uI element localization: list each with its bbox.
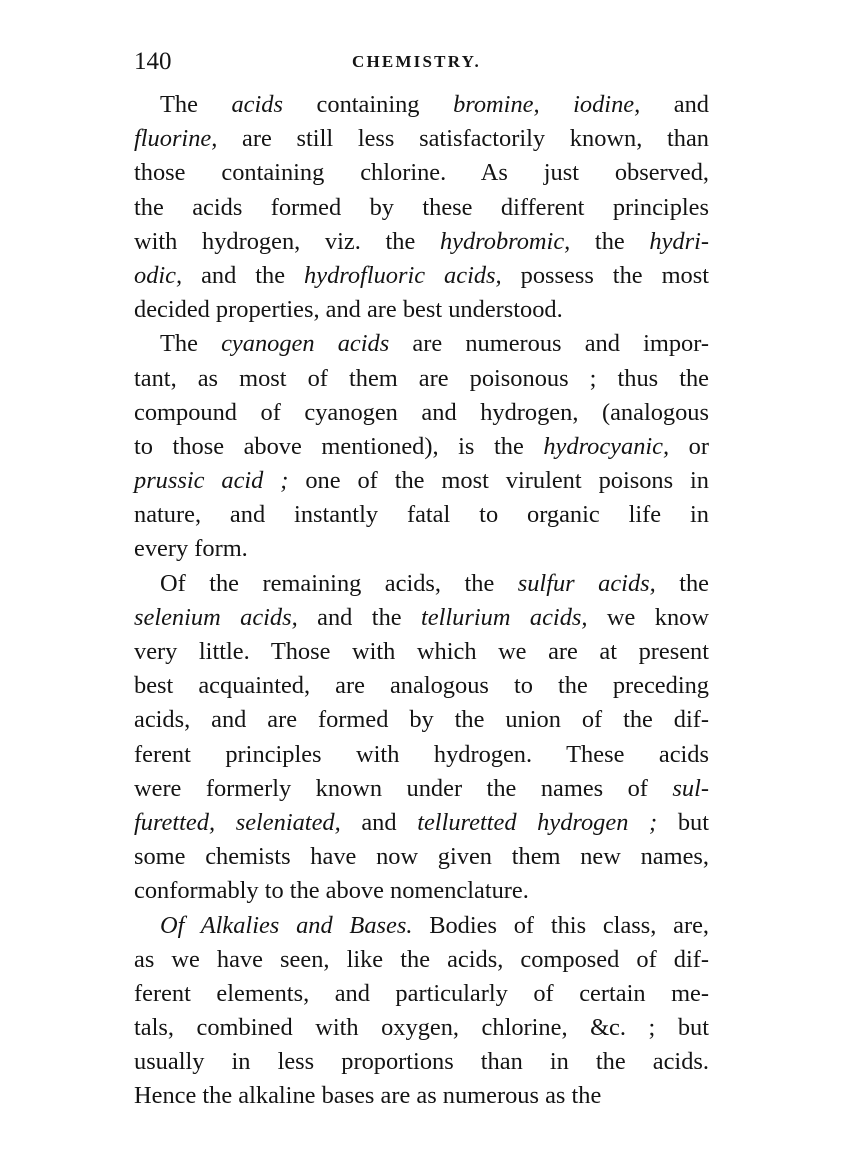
text-run: nature, and instantly fatal to organic life in <box>134 501 709 529</box>
text-line <box>134 703 709 737</box>
italic-term: hydrocyanic, <box>543 432 670 460</box>
text-line <box>134 327 709 361</box>
text-line <box>134 156 709 190</box>
text-run: ferent elements, and particularly of certain me- <box>134 979 709 1007</box>
text-run: are numerous and impor- <box>389 330 709 358</box>
paragraph-alkalies-and-bases <box>134 909 709 1114</box>
text-line <box>134 259 709 293</box>
italic-term: sul- <box>672 774 709 802</box>
running-head <box>134 46 709 78</box>
text-run: were formerly known under the names of <box>134 774 673 802</box>
page-number: 140 <box>134 48 172 75</box>
text-run: Of the remaining acids, the <box>160 569 518 597</box>
text-run: tals, combined with oxygen, chlorine, &c. ; but <box>134 1014 709 1042</box>
text-run: and <box>340 808 418 836</box>
text-run: or <box>669 432 709 460</box>
text-run: to those above mentioned), is the <box>134 432 544 460</box>
italic-term: Of Alkalies and Bases. <box>160 911 413 939</box>
text-run: as we have seen, like the acids, composed of dif- <box>134 945 709 973</box>
text-run: possess the most <box>501 261 710 289</box>
italic-term: prussic acid ; <box>134 467 289 495</box>
text-line <box>134 772 709 806</box>
text-line <box>134 191 709 225</box>
italic-term: hydrobromic, <box>439 227 571 255</box>
text-line <box>134 669 709 703</box>
italic-term: tellurium acids, <box>421 603 588 631</box>
text-run: the <box>655 569 709 597</box>
text-line <box>134 635 709 669</box>
text-line <box>134 293 709 327</box>
text-run: those containing chlorine. As just observed, <box>134 159 709 187</box>
text-run: tant, as most of them are poisonous ; thus the <box>134 364 709 392</box>
text-run: Hence the alkaline bases are as numerous as the <box>134 1082 602 1110</box>
text-run: usually in less proportions than in the acids. <box>134 1048 709 1076</box>
text-run: best acquainted, are analogous to the preceding <box>134 672 709 700</box>
text-run: one of the most virulent poisons in <box>288 467 709 495</box>
text-line <box>134 1079 709 1113</box>
text-line <box>134 874 709 908</box>
text-line <box>134 943 709 977</box>
italic-term: acids <box>231 91 283 118</box>
text-line <box>134 464 709 498</box>
italic-term: fluorine, <box>134 125 218 153</box>
text-run: ferent principles with hydrogen. These acids <box>134 740 709 768</box>
text-line <box>134 977 709 1011</box>
text-run: conformably to the above nomenclature. <box>134 877 529 905</box>
text-line <box>134 1011 709 1045</box>
italic-term: odic, <box>134 261 183 289</box>
text-line <box>134 532 709 566</box>
italic-term: bromine, iodine, <box>453 91 641 118</box>
text-run: with hydrogen, viz. the <box>134 227 440 255</box>
text-run: The <box>160 330 222 358</box>
text-line <box>134 909 709 943</box>
running-title: CHEMISTRY. <box>352 52 481 71</box>
italic-term: selenium acids, <box>134 603 298 631</box>
text-run: decided properties, and are best understood. <box>134 296 563 324</box>
text-run: compound of cyanogen and hydrogen, (analogous <box>134 398 709 426</box>
body-text <box>134 88 709 1114</box>
text-run: some chemists have now given them new names, <box>134 843 709 871</box>
text-line <box>134 806 709 840</box>
text-run: we know <box>587 603 709 631</box>
text-run: Bodies of this class, are, <box>412 911 709 939</box>
text-run: and the <box>182 261 305 289</box>
text-line <box>134 1045 709 1079</box>
text-line <box>134 122 709 156</box>
italic-term: cyanogen acids <box>221 330 390 358</box>
paragraph-halogen-acids <box>134 88 709 327</box>
paragraph-cyanogen-acids <box>134 327 709 566</box>
text-run: containing <box>282 91 454 118</box>
text-run: acids, and are formed by the union of the dif- <box>134 706 709 734</box>
text-line <box>134 738 709 772</box>
text-run: every form. <box>134 535 248 563</box>
paragraph-sulfur-acids <box>134 567 709 909</box>
text-line <box>134 396 709 430</box>
italic-term: hydrofluoric acids, <box>304 261 502 289</box>
text-line <box>134 840 709 874</box>
text-line <box>134 88 709 122</box>
text-line <box>134 430 709 464</box>
text-line <box>134 498 709 532</box>
text-run: very little. Those with which we are at present <box>134 638 709 665</box>
text-line <box>134 567 709 601</box>
italic-term: telluretted hydrogen ; <box>417 808 658 836</box>
italic-term: sulfur acids, <box>517 569 656 597</box>
text-run: are still less satisfactorily known, than <box>217 125 709 153</box>
text-run: and the <box>297 603 422 631</box>
text-line <box>134 225 709 259</box>
text-run: The <box>160 91 232 118</box>
text-run: the acids formed by these different principles <box>134 193 709 221</box>
italic-term: hydri- <box>649 227 709 255</box>
text-run: and <box>640 91 709 118</box>
text-run: the <box>570 227 650 255</box>
text-line <box>134 601 709 635</box>
text-run: but <box>657 808 709 836</box>
italic-term: furetted, seleniated, <box>134 808 341 836</box>
text-line <box>134 362 709 396</box>
